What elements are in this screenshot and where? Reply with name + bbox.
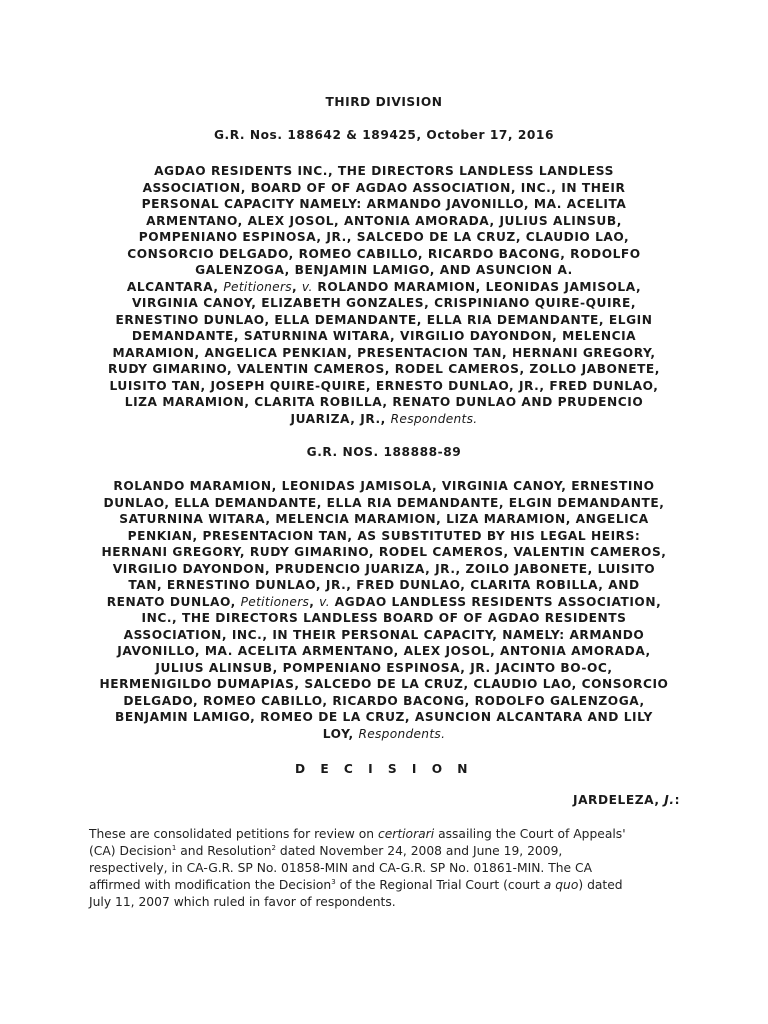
caption-line: PENKIAN, PRESENTACION TAN, AS SUBSTITUTED BY HIS LEGAL HEIRS: bbox=[127, 528, 641, 543]
caption-line: PERSONAL CAPACITY NAMELY: ARMANDO JAVONILLO, MA. ACELITA bbox=[141, 197, 627, 211]
caption-text: ALCANTARA, bbox=[126, 279, 219, 294]
body-text: affirmed with modification the Decision bbox=[89, 878, 332, 892]
body-italic: certiorari bbox=[377, 827, 435, 841]
caption-line: VIRGILIO DAYONDON, PRUDENCIO JUARIZA, JR., ZOILO JABONETE, LUISITO bbox=[112, 561, 656, 576]
punctuation: , bbox=[309, 594, 315, 609]
caption-line: ASSOCIATION, BOARD OF OF AGDAO ASSOCIATION, INC., IN THEIR bbox=[142, 180, 626, 195]
caption-line: LUISITO TAN, JOSEPH QUIRE-QUIRE, ERNESTO DUNLAO, JR., FRED DUNLAO, bbox=[109, 378, 659, 393]
punctuation: : bbox=[674, 793, 680, 807]
caption-line: CONSORCIO DELGADO, ROMEO CABILLO, RICARDO BACONG, RODOLFO bbox=[127, 246, 641, 261]
caption-line: SATURNINA WITARA, MELENCIA MARAMION, LIZA MARAMION, ANGELICA bbox=[119, 512, 649, 526]
body-text: and Resolution bbox=[176, 844, 272, 858]
footnote-ref[interactable]: 3 bbox=[331, 877, 336, 886]
caption-line: POMPENIANO ESPINOSA, JR., SALCEDO DE LA CRUZ, CLAUDIO LAO, bbox=[138, 230, 630, 244]
ponente-name: JARDELEZA, bbox=[572, 793, 660, 807]
caption-line: INC., THE DIRECTORS LANDLESS BOARD OF OF AGDAO RESIDENTS bbox=[141, 611, 627, 625]
footnote-ref[interactable]: 1 bbox=[171, 843, 177, 852]
caption-line: LIZA MARAMION, CLARITA ROBILLA, RENATO DUNLAO AND PRUDENCIO bbox=[124, 395, 644, 409]
ponente bbox=[573, 793, 680, 807]
body-line: respectively, in CA-G.R. SP No. 01858-MIN and CA-G.R. SP No. 01861-MIN. The CA bbox=[89, 861, 592, 875]
caption-line: JULIUS ALINSUB, POMPENIANO ESPINOSA, JR. JACINTO BO-OC, bbox=[155, 660, 613, 675]
caption-line: VIRGINIA CANOY, ELIZABETH GONZALES, CRISPINIANO QUIRE-QUIRE, bbox=[131, 296, 637, 310]
caption-line bbox=[86, 279, 682, 296]
caption-text: LOY, bbox=[322, 726, 354, 741]
party-role: Respondents bbox=[358, 726, 442, 741]
case-caption-first bbox=[86, 163, 682, 427]
caption-line: HERNANI GREGORY, RUDY GIMARINO, RODEL CAMEROS, VALENTIN CAMEROS, bbox=[101, 545, 667, 559]
body-text: ) dated bbox=[578, 878, 623, 892]
caption-line: MARAMION, ANGELICA PENKIAN, PRESENTACION TAN, HERNANI GREGORY, bbox=[112, 345, 656, 360]
body-line bbox=[89, 877, 689, 894]
punctuation: . bbox=[441, 726, 446, 741]
caption-line: BENJAMIN LAMIGO, ROMEO DE LA CRUZ, ASUNCION ALCANTARA AND LILY bbox=[115, 710, 653, 724]
body-line bbox=[89, 843, 689, 860]
caption-line: JAVONILLO, MA. ACELITA ARMENTANO, ALEX JOSOL, ANTONIA AMORADA, bbox=[117, 644, 651, 658]
caption-line: HERMENIGILDO DUMAPIAS, SALCEDO DE LA CRUZ, CLAUDIO LAO, CONSORCIO bbox=[99, 677, 669, 691]
caption-line: ARMENTANO, ALEX JOSOL, ANTONIA AMORADA, JULIUS ALINSUB, bbox=[146, 213, 622, 228]
versus: v. bbox=[319, 594, 330, 609]
body-italic: a quo bbox=[543, 878, 579, 892]
caption-line: ROLANDO MARAMION, LEONIDAS JAMISOLA, VIRGINIA CANOY, ERNESTINO bbox=[113, 479, 655, 493]
punctuation: , bbox=[291, 279, 298, 294]
caption-line bbox=[86, 411, 682, 428]
body-text: of the Regional Trial Court (court bbox=[335, 878, 544, 892]
division-heading: THIRD DIVISION bbox=[325, 95, 443, 109]
caption-line: AGDAO RESIDENTS INC., THE DIRECTORS LANDLESS LANDLESS bbox=[154, 164, 614, 178]
caption-line: ASSOCIATION, INC., IN THEIR PERSONAL CAPACITY, NAMELY: ARMANDO bbox=[123, 627, 645, 642]
caption-text: AGDAO LANDLESS RESIDENTS ASSOCIATION, bbox=[334, 594, 662, 609]
party-role: Petitioners bbox=[223, 279, 292, 294]
party-role: Respondents bbox=[390, 411, 474, 426]
caption-line: TAN, ERNESTINO DUNLAO, JR., FRED DUNLAO, CLARITA ROBILLA, AND bbox=[128, 578, 640, 592]
body-line: July 11, 2007 which ruled in favor of respondents. bbox=[89, 895, 396, 909]
body-text: These are consolidated petitions for review on bbox=[89, 827, 378, 841]
footnote-ref[interactable]: 2 bbox=[271, 843, 277, 852]
caption-line: RUDY GIMARINO, VALENTIN CAMEROS, RODEL CAMEROS, ZOLLO JABONETE, bbox=[108, 362, 660, 376]
body-line bbox=[89, 826, 689, 843]
caption-text: JUARIZA, JR. bbox=[290, 411, 381, 426]
decision-heading: D E C I S I O N bbox=[295, 762, 473, 776]
body-text: assailing the Court of Appeals' bbox=[434, 827, 626, 841]
decision-body bbox=[89, 826, 689, 911]
party-role: Petitioners bbox=[240, 594, 310, 609]
punctuation: . bbox=[473, 411, 478, 426]
case-number-second: G.R. NOS. 188888-89 bbox=[306, 445, 462, 459]
caption-line: DUNLAO, ELLA DEMANDANTE, ELLA RIA DEMANDANTE, ELGIN DEMANDANTE, bbox=[103, 495, 665, 510]
punctuation: , bbox=[380, 411, 386, 426]
versus: v. bbox=[301, 279, 313, 294]
body-text: dated November 24, 2008 and June 19, 2009, bbox=[276, 844, 563, 858]
caption-text: RENATO DUNLAO, bbox=[106, 594, 236, 609]
caption-line: ERNESTINO DUNLAO, ELLA DEMANDANTE, ELLA RIA DEMANDANTE, ELGIN bbox=[115, 312, 653, 327]
caption-text: ROLANDO MARAMION, LEONIDAS JAMISOLA, bbox=[317, 279, 642, 294]
caption-line bbox=[86, 594, 682, 611]
caption-line: GALENZOGA, BENJAMIN LAMIGO, AND ASUNCION A. bbox=[195, 263, 573, 277]
caption-line bbox=[86, 726, 682, 743]
caption-line: DELGADO, ROMEO CABILLO, RICARDO BACONG, RODOLFO GALENZOGA, bbox=[123, 693, 645, 708]
ponente-suffix: J. bbox=[664, 793, 675, 807]
caption-line: DEMANDANTE, SATURNINA WITARA, VIRGILIO DAYONDON, MELENCIA bbox=[131, 329, 637, 343]
body-text: (CA) Decision bbox=[89, 844, 172, 858]
case-caption-second bbox=[86, 478, 682, 742]
case-number: G.R. Nos. 188642 & 189425, October 17, 2016 bbox=[214, 128, 554, 142]
